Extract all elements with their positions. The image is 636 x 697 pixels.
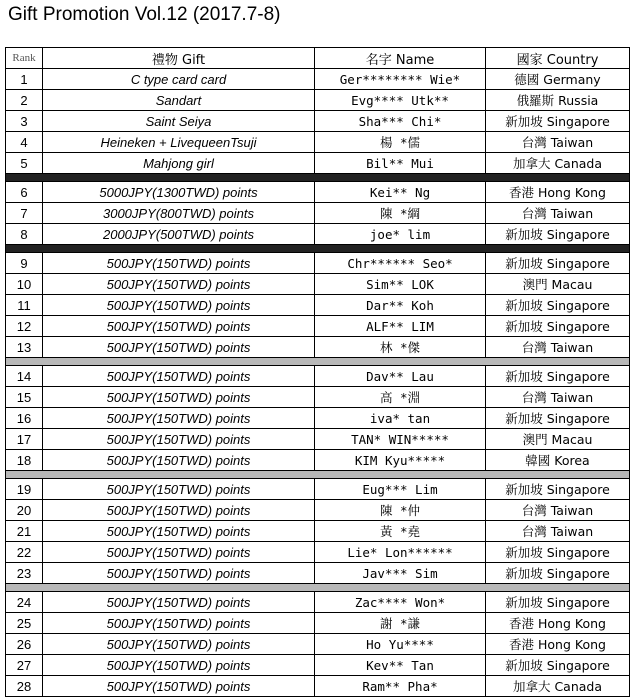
gift-table (5, 47, 630, 697)
table-row (6, 429, 630, 450)
rank-cell: 6 (6, 182, 43, 203)
country-cell: 韓國 Korea (486, 450, 630, 471)
rank-cell: 21 (6, 521, 43, 542)
name-cell: 黃 *堯 (315, 521, 486, 542)
gift-cell: 500JPY(150TWD) points (43, 500, 315, 521)
name-cell: TAN* WIN***** (315, 429, 486, 450)
rank-cell: 20 (6, 500, 43, 521)
table-row (6, 500, 630, 521)
table-row (6, 316, 630, 337)
table-row (6, 450, 630, 471)
rank-cell: 27 (6, 655, 43, 676)
gift-cell: 500JPY(150TWD) points (43, 676, 315, 697)
rank-cell: 18 (6, 450, 43, 471)
name-cell: joe* lim (315, 224, 486, 245)
name-cell: Dar** Koh (315, 295, 486, 316)
rank-cell: 14 (6, 366, 43, 387)
gift-cell: 500JPY(150TWD) points (43, 295, 315, 316)
table-row (6, 613, 630, 634)
gift-cell: 500JPY(150TWD) points (43, 655, 315, 676)
name-cell: 陳 *仲 (315, 500, 486, 521)
name-cell: 謝 *謙 (315, 613, 486, 634)
table-row (6, 182, 630, 203)
country-cell: 新加坡 Singapore (486, 563, 630, 584)
rank-cell: 4 (6, 132, 43, 153)
table-row (6, 295, 630, 316)
group-separator (6, 245, 630, 253)
rank-cell: 25 (6, 613, 43, 634)
group-separator (6, 358, 630, 366)
gift-cell: 500JPY(150TWD) points (43, 563, 315, 584)
group-separator (6, 174, 630, 182)
table-row (6, 521, 630, 542)
table-row (6, 592, 630, 613)
country-cell: 澳門 Macau (486, 429, 630, 450)
gift-cell: C type card card (43, 69, 315, 90)
gift-cell: 500JPY(150TWD) points (43, 408, 315, 429)
table-row (6, 634, 630, 655)
separator-bar (6, 245, 630, 253)
name-header: 名字 Name (315, 48, 486, 69)
name-cell: Eug*** Lim (315, 479, 486, 500)
country-cell: 新加坡 Singapore (486, 224, 630, 245)
gift-cell: Sandart (43, 90, 315, 111)
country-cell: 香港 Hong Kong (486, 613, 630, 634)
country-cell: 新加坡 Singapore (486, 542, 630, 563)
gift-cell: 500JPY(150TWD) points (43, 634, 315, 655)
name-cell: Bil** Mui (315, 153, 486, 174)
country-cell: 新加坡 Singapore (486, 366, 630, 387)
country-cell: 新加坡 Singapore (486, 408, 630, 429)
gift-cell: 500JPY(150TWD) points (43, 613, 315, 634)
gift-cell: 500JPY(150TWD) points (43, 253, 315, 274)
table-row (6, 479, 630, 500)
rank-cell: 7 (6, 203, 43, 224)
gift-cell: 500JPY(150TWD) points (43, 387, 315, 408)
gift-cell: 500JPY(150TWD) points (43, 316, 315, 337)
rank-cell: 15 (6, 387, 43, 408)
name-cell: Ram** Pha* (315, 676, 486, 697)
table-row (6, 274, 630, 295)
rank-cell: 10 (6, 274, 43, 295)
country-cell: 新加坡 Singapore (486, 592, 630, 613)
header-row (6, 48, 630, 69)
gift-cell: Mahjong girl (43, 153, 315, 174)
page-title: Gift Promotion Vol.12 (2017.7-8) (8, 4, 281, 25)
name-cell: ALF** LIM (315, 316, 486, 337)
table-row (6, 337, 630, 358)
name-cell: Zac**** Won* (315, 592, 486, 613)
country-header: 國家 Country (486, 48, 630, 69)
rank-cell: 22 (6, 542, 43, 563)
rank-cell: 13 (6, 337, 43, 358)
country-cell: 新加坡 Singapore (486, 479, 630, 500)
rank-cell: 9 (6, 253, 43, 274)
table-row (6, 366, 630, 387)
rank-cell: 17 (6, 429, 43, 450)
country-cell: 加拿大 Canada (486, 153, 630, 174)
table-row (6, 224, 630, 245)
gift-cell: 500JPY(150TWD) points (43, 521, 315, 542)
country-cell: 新加坡 Singapore (486, 295, 630, 316)
country-cell: 加拿大 Canada (486, 676, 630, 697)
table-row (6, 132, 630, 153)
country-cell: 新加坡 Singapore (486, 655, 630, 676)
country-cell: 新加坡 Singapore (486, 316, 630, 337)
country-cell: 台灣 Taiwan (486, 337, 630, 358)
gift-cell: 500JPY(150TWD) points (43, 429, 315, 450)
country-cell: 台灣 Taiwan (486, 132, 630, 153)
gift-cell: 500JPY(150TWD) points (43, 479, 315, 500)
table-row (6, 153, 630, 174)
separator-bar (6, 584, 630, 592)
gift-cell: 500JPY(150TWD) points (43, 337, 315, 358)
country-cell: 香港 Hong Kong (486, 634, 630, 655)
table-row (6, 69, 630, 90)
gift-cell: 5000JPY(1300TWD) points (43, 182, 315, 203)
table-row (6, 676, 630, 697)
rank-cell: 2 (6, 90, 43, 111)
name-cell: Kei** Ng (315, 182, 486, 203)
table-row (6, 387, 630, 408)
country-cell: 新加坡 Singapore (486, 253, 630, 274)
group-separator (6, 471, 630, 479)
country-cell: 澳門 Macau (486, 274, 630, 295)
gift-cell: 3000JPY(800TWD) points (43, 203, 315, 224)
table-row (6, 203, 630, 224)
name-cell: Ger******** Wie* (315, 69, 486, 90)
name-cell: 楊 *儒 (315, 132, 486, 153)
rank-cell: 19 (6, 479, 43, 500)
rank-cell: 24 (6, 592, 43, 613)
name-cell: 林 *傑 (315, 337, 486, 358)
rank-cell: 23 (6, 563, 43, 584)
separator-bar (6, 471, 630, 479)
name-cell: Lie* Lon****** (315, 542, 486, 563)
table-row (6, 253, 630, 274)
rank-cell: 12 (6, 316, 43, 337)
country-cell: 台灣 Taiwan (486, 521, 630, 542)
table-row (6, 563, 630, 584)
name-cell: iva* tan (315, 408, 486, 429)
rank-cell: 3 (6, 111, 43, 132)
gift-cell: 500JPY(150TWD) points (43, 450, 315, 471)
name-cell: 陳 *綱 (315, 203, 486, 224)
name-cell: Sim** LOK (315, 274, 486, 295)
separator-bar (6, 174, 630, 182)
gift-cell: 2000JPY(500TWD) points (43, 224, 315, 245)
gift-cell: Saint Seiya (43, 111, 315, 132)
table-row (6, 90, 630, 111)
gift-cell: 500JPY(150TWD) points (43, 366, 315, 387)
rank-cell: 28 (6, 676, 43, 697)
table-row (6, 111, 630, 132)
separator-bar (6, 358, 630, 366)
rank-cell: 11 (6, 295, 43, 316)
country-cell: 台灣 Taiwan (486, 500, 630, 521)
gift-header: 禮物 Gift (43, 48, 315, 69)
name-cell: Kev** Tan (315, 655, 486, 676)
country-cell: 新加坡 Singapore (486, 111, 630, 132)
name-cell: Evg**** Utk** (315, 90, 486, 111)
table-body (6, 69, 630, 697)
country-cell: 香港 Hong Kong (486, 182, 630, 203)
rank-header: Rank (6, 48, 43, 69)
name-cell: Chr****** Seo* (315, 253, 486, 274)
rank-cell: 16 (6, 408, 43, 429)
name-cell: Sha*** Chi* (315, 111, 486, 132)
name-cell: Ho Yu**** (315, 634, 486, 655)
name-cell: KIM Kyu***** (315, 450, 486, 471)
country-cell: 俄羅斯 Russia (486, 90, 630, 111)
country-cell: 台灣 Taiwan (486, 203, 630, 224)
name-cell: 高 *淵 (315, 387, 486, 408)
table-row (6, 408, 630, 429)
gift-cell: 500JPY(150TWD) points (43, 592, 315, 613)
gift-cell: 500JPY(150TWD) points (43, 542, 315, 563)
country-cell: 台灣 Taiwan (486, 387, 630, 408)
rank-cell: 8 (6, 224, 43, 245)
table-row (6, 542, 630, 563)
country-cell: 德國 Germany (486, 69, 630, 90)
name-cell: Jav*** Sim (315, 563, 486, 584)
gift-cell: Heineken + LivequeenTsuji (43, 132, 315, 153)
table-row (6, 655, 630, 676)
name-cell: Dav** Lau (315, 366, 486, 387)
rank-cell: 5 (6, 153, 43, 174)
gift-cell: 500JPY(150TWD) points (43, 274, 315, 295)
rank-cell: 26 (6, 634, 43, 655)
rank-cell: 1 (6, 69, 43, 90)
group-separator (6, 584, 630, 592)
